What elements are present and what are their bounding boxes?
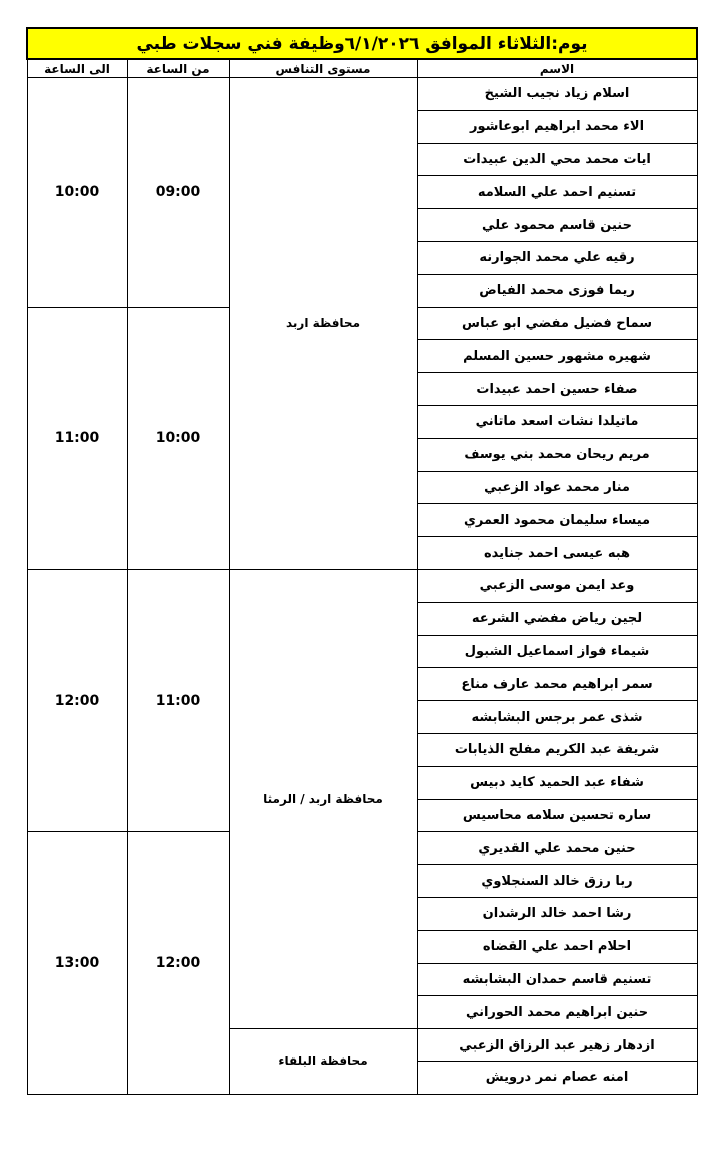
slot-from-time: 10:00 (127, 307, 229, 569)
slot-to-time: 10:00 (27, 78, 127, 308)
candidate-name: الاء محمد ابراهيم ابوعاشور (417, 110, 697, 143)
candidate-name: شهيره مشهور حسين المسلم (417, 340, 697, 373)
slot-to-time: 13:00 (27, 832, 127, 1094)
candidate-name: امنه عصام نمر درويش (417, 1061, 697, 1094)
header-to-time: الى الساعة (27, 59, 127, 78)
candidate-name: رقيه علي محمد الجوارنه (417, 241, 697, 274)
candidate-name: حنين قاسم محمود علي (417, 209, 697, 242)
slot-to-time: 12:00 (27, 569, 127, 831)
candidate-name: صفاء حسين احمد عبيدات (417, 373, 697, 406)
candidate-name: حنين ابراهيم محمد الحوراني (417, 996, 697, 1029)
candidate-name: شفاء عبد الحميد كايد دبيس (417, 766, 697, 799)
candidate-name: ريما فوزى محمد الفياض (417, 274, 697, 307)
candidate-name: لجين رياض مفضي الشرعه (417, 602, 697, 635)
candidate-name: ازدهار زهير عبد الرزاق الزعبي (417, 1029, 697, 1062)
candidate-name: ربا رزق خالد السنجلاوي (417, 865, 697, 898)
candidate-name: تسنيم قاسم حمدان البشابشه (417, 963, 697, 996)
candidate-name: سمر ابراهيم محمد عارف مناع (417, 668, 697, 701)
slot-from-time: 11:00 (127, 569, 229, 831)
candidate-name: هبه عيسى احمد جنايده (417, 537, 697, 570)
competition-level: محافظة اربد / الرمثا (229, 569, 417, 1028)
candidate-name: تسنيم احمد علي السلامه (417, 176, 697, 209)
competition-level: محافظة اربد (229, 78, 417, 570)
table-row (27, 78, 697, 111)
header-from-time: من الساعة (127, 59, 229, 78)
candidate-name: مريم ريحان محمد بني يوسف (417, 438, 697, 471)
table-row (27, 569, 697, 602)
candidate-name: حنين محمد علي القديري (417, 832, 697, 865)
header-competition-level: مستوى التنافس (229, 59, 417, 78)
candidate-name: ماتيلدا نشات اسعد ماتاني (417, 405, 697, 438)
schedule-sheet (26, 27, 696, 1095)
candidate-name: وعد ايمن موسى الزعبي (417, 569, 697, 602)
slot-from-time: 09:00 (127, 78, 229, 308)
candidate-name: شيماء فواز اسماعيل الشبول (417, 635, 697, 668)
schedule-table (26, 27, 698, 1095)
candidate-name: شريفة عبد الكريم مفلح الذيابات (417, 733, 697, 766)
candidate-name: شذى عمر برجس البشابشه (417, 701, 697, 734)
candidate-name: ميساء سليمان محمود العمري (417, 504, 697, 537)
candidate-name: منار محمد عواد الزعبي (417, 471, 697, 504)
candidate-name: اسلام زياد نجيب الشيخ (417, 78, 697, 111)
header-name: الاسم (417, 59, 697, 78)
candidate-name: رشا احمد خالد الرشدان (417, 897, 697, 930)
candidate-name: احلام احمد علي القضاه (417, 930, 697, 963)
candidate-name: ساره تحسين سلامه محاسيس (417, 799, 697, 832)
page-title: يوم:الثلاثاء الموافق ٦/١/٢٠٢٦وظيفة فني سجلات طبي (27, 28, 697, 59)
slot-to-time: 11:00 (27, 307, 127, 569)
candidate-name: سماح فضيل مفضي ابو عباس (417, 307, 697, 340)
candidate-name: ايات محمد محي الدين عبيدات (417, 143, 697, 176)
slot-from-time: 12:00 (127, 832, 229, 1094)
competition-level: محافظة البلقاء (229, 1029, 417, 1095)
